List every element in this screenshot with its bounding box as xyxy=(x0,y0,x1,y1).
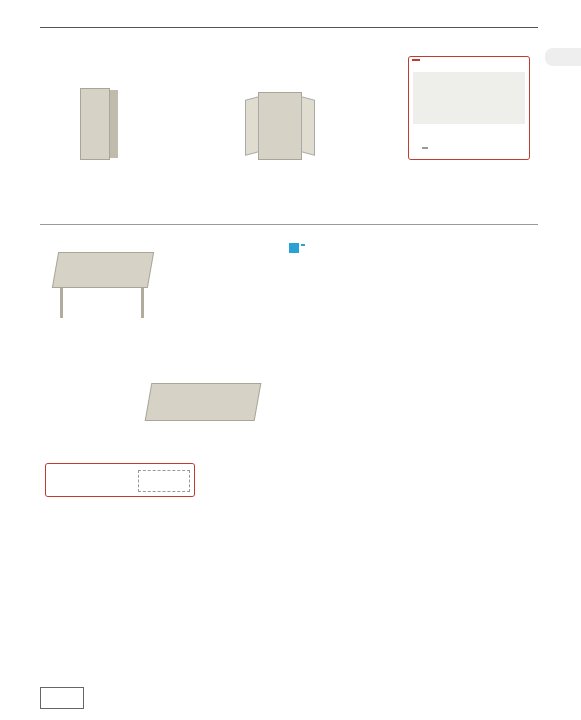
title-rule xyxy=(40,27,538,28)
map-stand-legs xyxy=(60,288,144,318)
quake-ref xyxy=(422,147,428,149)
book3-door-left xyxy=(245,96,259,156)
book3-door-right xyxy=(301,96,315,156)
quake-title xyxy=(412,59,420,61)
map-heading-rule xyxy=(40,224,538,225)
quake-image xyxy=(413,72,525,124)
option-badge-icon xyxy=(289,243,299,253)
footer-legend-box xyxy=(40,687,84,709)
book4-cabinet-image xyxy=(80,88,110,160)
book4-cabinet-shade xyxy=(110,90,118,158)
map-case-top-image xyxy=(52,252,154,288)
caution-diagram xyxy=(138,470,190,492)
chapter-number xyxy=(551,50,581,66)
option-badge xyxy=(301,244,305,246)
book3-cabinet-image xyxy=(258,92,302,160)
map-case-base-image xyxy=(145,383,262,421)
